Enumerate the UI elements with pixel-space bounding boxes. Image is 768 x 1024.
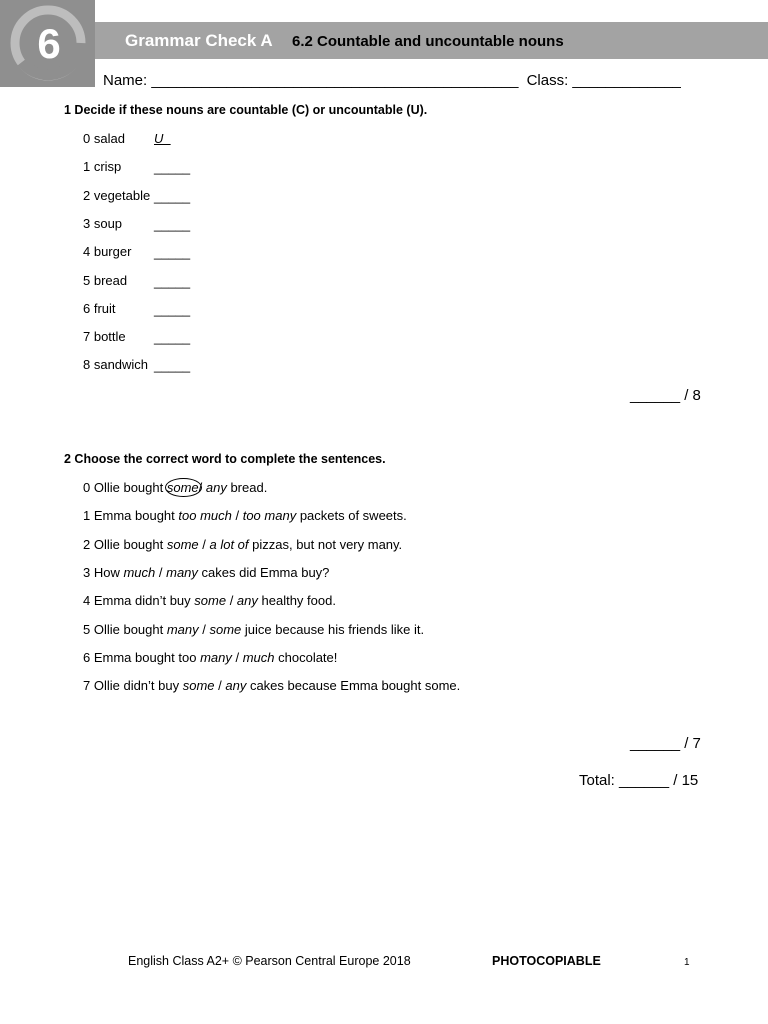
answer-blank[interactable]: _____ [154, 274, 191, 289]
option-separator: / [231, 508, 243, 523]
answer-blank[interactable]: _____ [154, 358, 191, 373]
option-separator: / [155, 565, 167, 580]
sentence-end: pizzas, but not very many. [248, 537, 403, 552]
option-separator: / [198, 622, 210, 637]
answer-blank[interactable]: _____ [154, 217, 191, 232]
example-answer: U [154, 131, 171, 146]
circled-option[interactable]: some [166, 480, 199, 495]
sentence-start: 6 Emma bought too [83, 650, 201, 665]
section1-item-label: 1 crisp [83, 159, 122, 174]
page-title: Grammar Check A [125, 31, 273, 50]
sentence-end: cakes because Emma bought some. [246, 678, 461, 693]
option-separator: / [214, 678, 226, 693]
section2-sentence [83, 537, 402, 552]
total-score: Total: ______ / 15 [579, 772, 699, 789]
section1-item-label: 5 bread [83, 273, 128, 288]
student-info-line [103, 72, 681, 89]
sentence-start: 7 Ollie didn’t buy [83, 678, 183, 693]
answer-blank[interactable]: _____ [154, 189, 191, 204]
answer-blank[interactable]: _____ [154, 245, 191, 260]
answer-blank[interactable]: _____ [154, 302, 191, 317]
name-field[interactable]: Name: ____________________________________________ [103, 72, 519, 89]
sentence-end: chocolate! [274, 650, 338, 665]
option-2[interactable]: much [242, 650, 275, 665]
option-1[interactable]: much [123, 565, 156, 580]
section1-item-label: 4 burger [83, 244, 132, 259]
unit-badge [0, 0, 95, 87]
option-separator: / [198, 480, 206, 495]
page-subtitle: 6.2 Countable and uncountable nouns [292, 33, 564, 50]
sentence-end: cakes did Emma buy? [197, 565, 330, 580]
section1-item-label: 2 vegetable [83, 188, 151, 203]
sentence-end: packets of sweets. [296, 508, 407, 523]
section1-item-label: 0 salad [83, 131, 125, 146]
section1-item-label: 8 sandwich [83, 357, 149, 372]
section2-sentence [83, 622, 424, 637]
sentence-start: 0 Ollie bought [83, 480, 167, 495]
sentence-end: bread. [226, 480, 268, 495]
section2-sentence [83, 678, 460, 693]
option-1[interactable]: many [166, 622, 199, 637]
section2-sentence [83, 650, 337, 665]
option-separator: / [198, 537, 210, 552]
sentence-end: juice because his friends like it. [241, 622, 425, 637]
option-2[interactable]: many [166, 565, 198, 580]
option-1[interactable]: some [194, 593, 227, 608]
sentence-start: 1 Emma bought [83, 508, 179, 523]
answer-blank[interactable]: _____ [154, 160, 191, 175]
section2-sentence [83, 593, 336, 608]
option-1[interactable]: some [182, 678, 215, 693]
option-2[interactable]: a lot of [209, 537, 249, 552]
footer-copyright: English Class A2+ © Pearson Central Europe 2018 [128, 954, 411, 968]
option-2[interactable]: too many [242, 508, 297, 523]
section2-sentence [83, 565, 329, 580]
page-number: 1 [684, 957, 690, 968]
option-separator: / [231, 650, 243, 665]
footer-photocopiable: PHOTOCOPIABLE [492, 954, 601, 968]
option-2[interactable]: any [236, 593, 258, 608]
unit-number: 6 [37, 20, 61, 67]
section2-score: ______ / 7 [630, 735, 701, 752]
option-1[interactable]: some [166, 537, 199, 552]
sentence-end: healthy food. [257, 593, 336, 608]
option-1[interactable]: too much [178, 508, 232, 523]
sentence-start: 3 How [83, 565, 124, 580]
option-2[interactable]: some [209, 622, 242, 637]
section1-instruction: 1 Decide if these nouns are countable (C) or uncountable (U). [64, 103, 428, 117]
option-2[interactable]: any [225, 678, 247, 693]
sentence-start: 2 Ollie bought [83, 537, 167, 552]
unit-6-logo-icon [0, 0, 95, 87]
answer-blank[interactable]: _____ [154, 330, 191, 345]
class-field[interactable]: Class: _____________ [526, 72, 681, 89]
sentence-start: 5 Ollie bought [83, 622, 167, 637]
section1-item-label: 7 bottle [83, 329, 126, 344]
section1-item-label: 3 soup [83, 216, 123, 231]
option-2[interactable]: any [205, 480, 227, 495]
section1-score: ______ / 8 [630, 387, 701, 404]
section2-sentence [83, 508, 407, 523]
option-1[interactable]: many [200, 650, 232, 665]
section2-instruction: 2 Choose the correct word to complete the sentences. [64, 452, 386, 466]
sentence-start: 4 Emma didn’t buy [83, 593, 195, 608]
section1-item-label: 6 fruit [83, 301, 116, 316]
section2-sentence [83, 480, 267, 495]
option-separator: / [226, 593, 237, 608]
